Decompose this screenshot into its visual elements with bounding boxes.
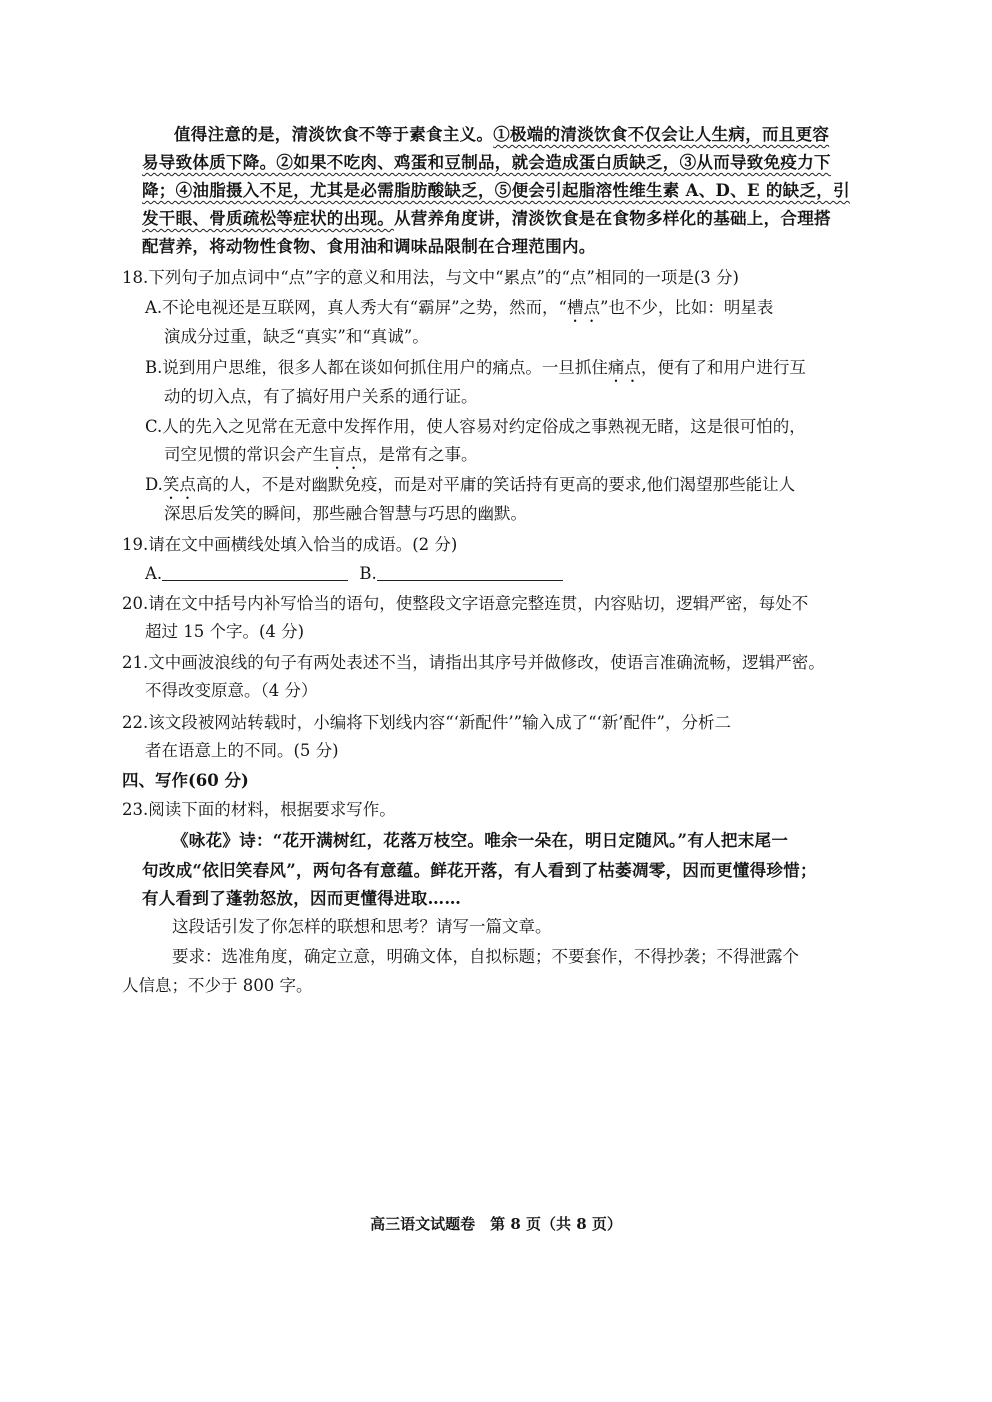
prompt-line: 这段话引发了你怎样的联想和思考？请写一篇文章。	[172, 917, 552, 936]
question-19-stem: 19.请在文中画横线处填入恰当的成语。(2 分)	[122, 535, 458, 554]
section-heading: 四、写作(60 分)	[122, 771, 249, 790]
dotted-word: 笑点	[162, 475, 196, 494]
passage-text: 从营养角度讲，清淡饮食是在食物多样化的基础上，合理搭	[394, 209, 831, 228]
question-22-line-1: 22.该文段被网站转载时，小编将下划线内容“‘新配件’”输入成了“‘新’配件”，分析二	[122, 713, 731, 732]
requirement-line-2: 人信息；不少于 800 字。	[122, 976, 313, 995]
question-21-line-1: 21.文中画波浪线的句子有两处表述不当，请指出其序号并做修改，使语言准确流畅，逻辑严密。	[122, 653, 825, 672]
option-text: A.不论电视还是互联网，真人秀大有“霸屏”之势，然而，“	[145, 298, 567, 317]
question-20-line-1: 20.请在文中括号内补写恰当的语句，使整段文字语意完整连贯，内容贴切，逻辑严密，每处不	[122, 594, 809, 613]
option-c-line-1: C.人的先入之见常在无意中发挥作用，使人容易对约定俗成之事熟视无睹，这是很可怕的，	[145, 417, 806, 436]
question-20-line-2: 超过 15 个字。(4 分)	[145, 622, 305, 641]
option-d-line-2: 深思后发笑的瞬间，那些融合智慧与巧思的幽默。	[164, 504, 527, 523]
material-line-1: 《咏花》诗：“花开满树红，花落万枝空。唯余一朵在，明日定随风。”有人把末尾一	[172, 831, 789, 850]
passage-line-5: 配营养，将动物性食物、食用油和调味品限制在合理范围内。	[142, 237, 596, 256]
passage-line-3	[142, 176, 850, 206]
wavy-underlined-sentence: 发干眼、骨质疏松等症状的出现。	[142, 209, 394, 228]
option-text: 高的人，不是对幽默免疫，而是对平庸的笑话持有更高的要求,他们渴望那些能让人	[195, 475, 796, 494]
wavy-underlined-sentence: 降；④油脂摄入不足，尤其是必需脂肪酸缺乏，⑤便会引起脂溶性维生素 A、D、E 的缺乏，引	[142, 181, 850, 200]
option-text: B.说到用户思维，很多人都在谈如何抓住用户的痛点。一旦抓住	[145, 358, 608, 377]
passage-line-4	[142, 204, 831, 234]
question-22-line-2: 者在语意上的不同。(5 分)	[145, 741, 339, 760]
option-text: ”也不少，比如：明星表	[599, 298, 774, 317]
option-b-line-2: 动的切入点，有了搞好用户关系的通行证。	[164, 387, 478, 406]
option-text: ，便有了和用户进行互	[640, 358, 806, 377]
question-23-stem: 23.阅读下面的材料，根据要求写作。	[122, 800, 396, 819]
page-footer: 高三语文试题卷 第 8 页（共 8 页）	[370, 1215, 622, 1233]
option-c-line-2	[164, 440, 478, 473]
passage-line-2	[142, 148, 831, 178]
requirement-line-1: 要求：选准角度，确定立意，明确文体，自拟标题；不要套作，不得抄袭；不得泄露个	[172, 947, 799, 966]
answer-label-a: A.	[145, 564, 163, 583]
wavy-underlined-sentence: 易导致体质下降。②如果不吃肉、鸡蛋和豆制品，就会造成蛋白质缺乏，③从而导致免疫力下	[142, 153, 831, 172]
dotted-word: 盲点	[329, 445, 362, 464]
material-line-3: 有人看到了蓬勃怒放，因而更懂得进取……	[142, 889, 462, 908]
dotted-word: 痛点	[607, 358, 641, 377]
passage-text: 值得注意的是，清淡饮食不等于素食主义。	[174, 125, 494, 144]
option-text: D.	[145, 475, 163, 494]
question-19-answer-line	[145, 559, 563, 589]
answer-blank-a	[162, 560, 348, 581]
wavy-underlined-sentence: ①极端的清淡饮食不仅会让人生病，而且更容	[493, 125, 830, 144]
answer-blank-b	[377, 560, 563, 581]
option-text: ，是常有之事。	[362, 445, 478, 464]
question-18-stem: 18.下列句子加点词中“点”字的意义和用法，与文中“累点”的“点”相同的一项是(3 分)	[122, 268, 739, 287]
dotted-word: 槽点	[566, 298, 600, 317]
question-21-line-2: 不得改变原意。（4 分）	[145, 681, 318, 700]
material-line-2: 句改成“依旧笑春风”，两句各有意蕴。鲜花开落，有人看到了枯萎凋零，因而更懂得珍惜；	[142, 861, 817, 880]
option-a-line-2: 演成分过重，缺乏“真实”和“真诚”。	[164, 327, 429, 346]
option-text: 司空见惯的常识会产生	[164, 445, 329, 464]
answer-label-b: B.	[359, 564, 377, 583]
passage-line-1	[174, 120, 829, 150]
